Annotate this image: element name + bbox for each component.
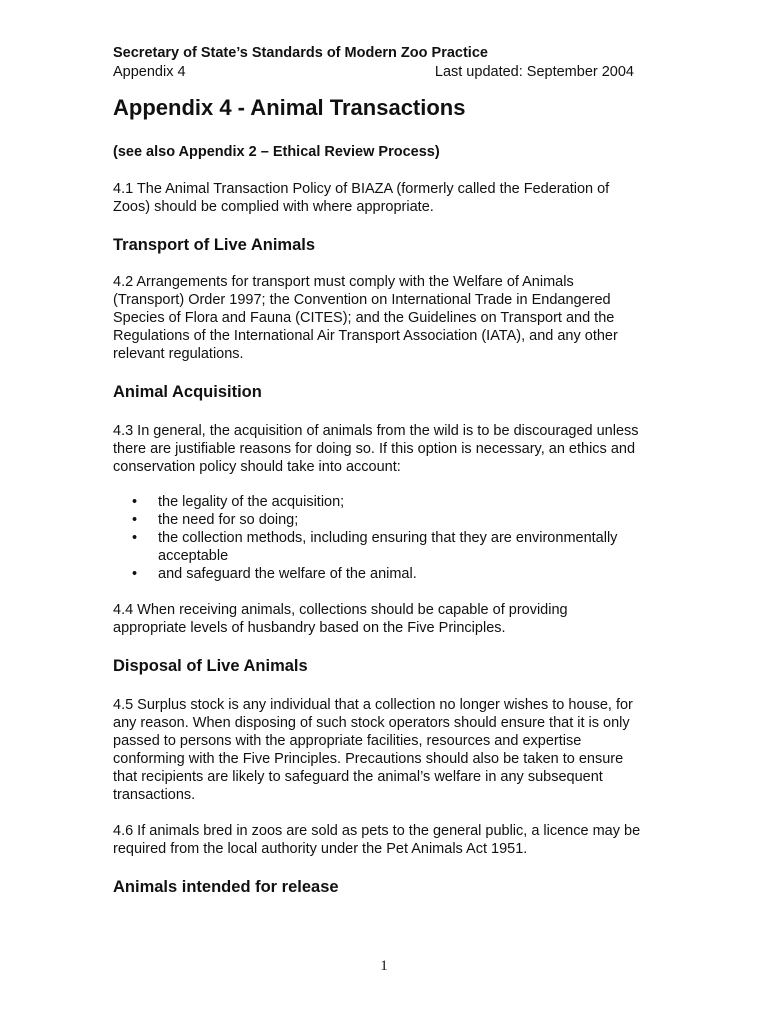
- list-item: • the collection methods, including ensuring that they are environmentally acceptable: [113, 529, 643, 565]
- running-header-updated: Last updated: September 2004: [434, 64, 634, 80]
- list-item: • the need for so doing;: [113, 511, 643, 529]
- paragraph-4-2: 4.2 Arrangements for transport must comply with the Welfare of Animals (Transport) Order 1997; the Convention on International Trade in Endangered Species of Flora and Fauna (CITES); and the Guidelines on Transport and the Regulations of the International Air Transport Association (IATA), and any other relevant regulations.: [113, 274, 618, 362]
- document-title: Appendix 4 - Animal Transactions: [113, 95, 466, 120]
- paragraph-4-5: 4.5 Surplus stock is any individual that a collection no longer wishes to house, for any reason. When disposing of such stock operators should ensure that it is only passed to persons with the appropriate facilities, resources and expertise conforming with the Five Principles. Precautions should also be taken to ensure that recipients are likely to safeguard the animal’s welfare in any subsequent transactions.: [113, 697, 633, 803]
- heading-disposal: Disposal of Live Animals: [113, 657, 308, 675]
- see-also-note: (see also Appendix 2 – Ethical Review Process): [113, 144, 440, 160]
- document-page: [113, 44, 643, 897]
- list-item: • and safeguard the welfare of the animal.: [113, 565, 643, 583]
- heading-acquisition: Animal Acquisition: [113, 383, 262, 401]
- paragraph-4-4: 4.4 When receiving animals, collections should be capable of providing appropriate levels of husbandry based on the Five Principles.: [113, 602, 568, 636]
- running-header-title: Secretary of State’s Standards of Modern Zoo Practice: [113, 45, 488, 61]
- paragraph-4-6: 4.6 If animals bred in zoos are sold as pets to the general public, a licence may be required from the local authority under the Pet Animals Act 1951.: [113, 823, 641, 857]
- heading-release: Animals intended for release: [113, 878, 339, 896]
- list-item: • the legality of the acquisition;: [113, 493, 643, 511]
- acquisition-bullet-list: [113, 493, 643, 583]
- paragraph-4-1: 4.1 The Animal Transaction Policy of BIAZA (formerly called the Federation of Zoos) should be complied with where appropriate.: [113, 181, 610, 215]
- running-header-appendix: Appendix 4: [113, 64, 186, 80]
- running-header-row: [113, 63, 643, 82]
- heading-transport: Transport of Live Animals: [113, 236, 316, 254]
- paragraph-4-3: 4.3 In general, the acquisition of animals from the wild is to be discouraged unless there are justifiable reasons for doing so. If this option is necessary, an ethics and conservation policy should take into account:: [113, 423, 639, 475]
- page-number: 1: [380, 958, 388, 974]
